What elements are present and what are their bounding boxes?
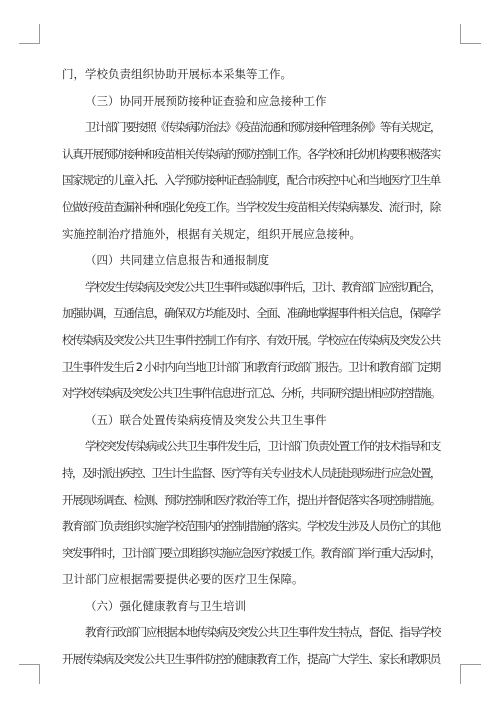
text-line: 卫计部门要按照《传染病防治法》《疫苗流通和预防接种管理条例》等有关规定，	[85, 120, 440, 135]
section-heading-3: （三）协同开展预防接种证查验和应急接种工作	[85, 93, 327, 108]
crop-mark-top-left-vertical	[39, 24, 40, 44]
text-line: 持，及时派出疾控、卫生计生监督、医疗等有关专业技术人员赶赴现场进行应急处置，	[62, 465, 440, 480]
crop-mark-bottom-left-vertical	[39, 664, 40, 684]
section-heading-6: （六）强化健康教育与卫生培训	[85, 598, 246, 613]
text-line: 加强协调，互通信息，确保双方均能及时、全面、准确地掌握事件相关信息，保障学	[62, 306, 440, 321]
text-line: 校传染病及突发公共卫生事件控制工作有序、有效开展。学校应在传染病及突发公共	[62, 332, 440, 347]
text-line: 开展现场调查、检测、预防控制和医疗救治等工作，提出并督促落实各项控制措施。	[62, 492, 440, 507]
text-line: 开展传染病及突发公共卫生事件防控的健康教育工作，提高广大学生、家长和教职员	[62, 652, 440, 667]
document-body	[62, 61, 440, 673]
text-line: 对学校传染病及突发公共卫生事件信息进行汇总、分析，共同研究提出相应防控措施。	[62, 386, 440, 401]
text-line: 实施控制治疗措施外，根据有关规定，组织开展应急接种。	[62, 226, 361, 241]
text-line: 教育行政部门应根据本地传染病及突发公共卫生事件发生特点，督促、指导学校	[85, 625, 440, 640]
text-line: 突发事件时，卫计部门要立即组织实施应急医疗救援工作。教育部门举行重大活动时，	[62, 545, 440, 560]
crop-mark-top-right-vertical	[460, 24, 461, 44]
text-line: 教育部门负责组织实施学校范围内的控制措施的落实。学校发生涉及人员伤亡的其他	[62, 519, 440, 534]
text-line: 认真开展预防接种和疫苗相关传染病的预防控制工作。各学校和托幼机构要积极落实	[62, 146, 440, 161]
crop-mark-top-right-horizontal	[460, 43, 481, 44]
crop-mark-bottom-right-vertical	[460, 664, 461, 684]
crop-mark-top-left-horizontal	[19, 43, 40, 44]
text-line: 国家规定的儿童入托、入学预防接种证查验制度，配合市疾控中心和当地医疗卫生单	[62, 173, 440, 188]
text-line: 学校发生传染病及突发公共卫生事件或疑似事件后，卫计、教育部门应密切配合，	[85, 279, 440, 294]
text-line: 门，学校负责组织协助开展标本采集等工作。	[62, 67, 292, 81]
section-heading-4: （四）共同建立信息报告和通报制度	[85, 253, 269, 268]
text-line: 卫计部门应根据需要提供必要的医疗卫生保障。	[62, 572, 304, 587]
text-line: 卫生事件发生后 2 小时内向当地卫计部门和教育行政部门报告。卫计和教育部门定期	[62, 359, 440, 374]
crop-mark-bottom-right-horizontal	[460, 664, 481, 665]
section-heading-5: （五）联合处置传染病疫情及突发公共卫生事件	[85, 412, 327, 427]
text-line: 位做好疫苗查漏补种和强化免疫工作。当学校发生疫苗相关传染病暴发、流行时，除	[62, 199, 440, 214]
crop-mark-bottom-left-horizontal	[19, 664, 40, 665]
text-line: 学校突发传染病或公共卫生事件发生后，卫计部门负责处置工作的技术指导和支	[85, 439, 440, 454]
